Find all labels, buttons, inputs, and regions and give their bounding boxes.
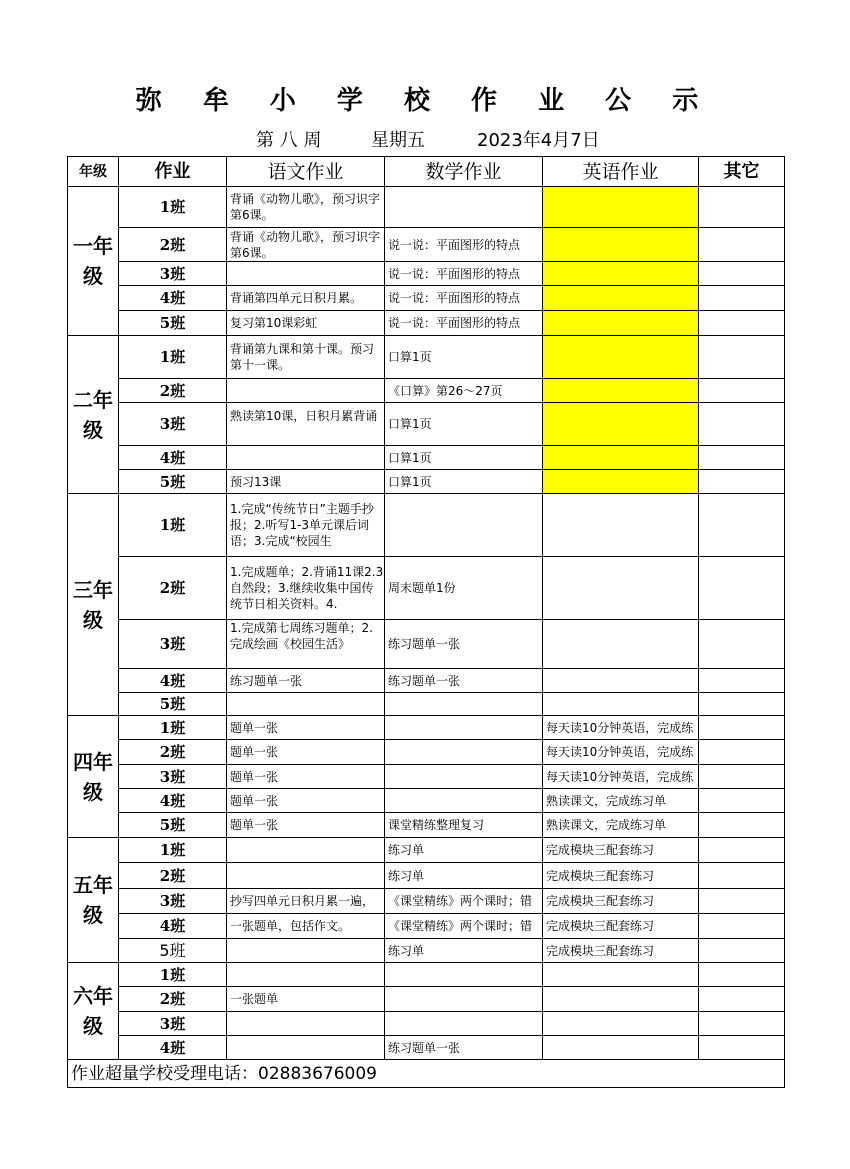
- english-cell: [543, 262, 699, 286]
- other-cell: [699, 286, 785, 311]
- other-cell: [699, 228, 785, 262]
- chinese-text: 1.完成题单；2.背诵11课2.3自然段；3.继续收集中国传统节日相关资料。4.: [230, 565, 384, 611]
- class-cell: 5班: [119, 693, 227, 716]
- class-cell: 1班: [119, 187, 227, 228]
- chinese-cell: 练习题单一张: [227, 669, 385, 693]
- english-cell: [543, 716, 699, 740]
- other-cell: [699, 914, 785, 939]
- grade-cell: 四年级: [68, 716, 119, 838]
- class-cell: 3班: [119, 620, 227, 669]
- footer-row: [68, 1060, 785, 1088]
- table-row: [68, 987, 785, 1012]
- english-cell: [543, 336, 699, 379]
- math-cell: 练习单: [385, 863, 543, 889]
- other-cell: [699, 557, 785, 620]
- other-cell: [699, 765, 785, 789]
- class-cell: 3班: [119, 765, 227, 789]
- other-cell: [699, 336, 785, 379]
- table-row: [68, 403, 785, 446]
- chinese-cell: [227, 446, 385, 470]
- class-cell: 5班: [119, 939, 227, 963]
- table-row: [68, 286, 785, 311]
- class-cell: 2班: [119, 557, 227, 620]
- subtitle: [0, 126, 850, 150]
- class-cell: 4班: [119, 669, 227, 693]
- class-cell: 1班: [119, 963, 227, 987]
- other-cell: [699, 669, 785, 693]
- english-cell: [543, 963, 699, 987]
- other-cell: [699, 963, 785, 987]
- english-cell: [543, 1012, 699, 1036]
- chinese-text: 熟读第10课，日积月累背诵: [230, 409, 378, 423]
- chinese-cell: [227, 963, 385, 987]
- table-row: [68, 446, 785, 470]
- english-cell: [543, 494, 699, 557]
- chinese-cell: 题单一张: [227, 740, 385, 765]
- other-cell: [699, 262, 785, 286]
- header-homework: 作业: [119, 157, 227, 187]
- english-cell: [543, 403, 699, 446]
- math-cell: 《口算》第26～27页: [385, 379, 543, 403]
- other-cell: [699, 939, 785, 963]
- math-cell: [385, 914, 543, 939]
- math-cell: 练习单: [385, 939, 543, 963]
- table-row: [68, 1012, 785, 1036]
- chinese-cell: [227, 403, 385, 446]
- table-row: [68, 914, 785, 939]
- class-cell: 1班: [119, 494, 227, 557]
- math-text: 《课堂精练》两个课时；错: [388, 919, 533, 933]
- chinese-cell: [227, 379, 385, 403]
- other-cell: [699, 311, 785, 336]
- class-cell: 5班: [119, 813, 227, 838]
- table-row: [68, 336, 785, 379]
- other-cell: [699, 716, 785, 740]
- header-chinese: 语文作业: [227, 157, 385, 187]
- other-cell: [699, 740, 785, 765]
- table-row: [68, 187, 785, 228]
- other-cell: [699, 446, 785, 470]
- class-cell: 4班: [119, 286, 227, 311]
- class-cell: 2班: [119, 379, 227, 403]
- date-label: 2023年4月7日: [477, 130, 600, 151]
- header-other: 其它: [699, 157, 785, 187]
- math-cell: 周末题单1份: [385, 557, 543, 620]
- english-text: 每天读10分钟英语，完成练: [546, 769, 694, 784]
- math-text: 《课堂精练》两个课时；错: [388, 894, 533, 908]
- class-cell: 4班: [119, 789, 227, 813]
- chinese-text: 抄写四单元日积月累一遍，: [230, 894, 375, 908]
- table-row: [68, 740, 785, 765]
- english-cell: [543, 286, 699, 311]
- table-row: [68, 693, 785, 716]
- table-row: [68, 716, 785, 740]
- english-cell: [543, 620, 699, 669]
- table-row: [68, 557, 785, 620]
- english-cell: 熟读课文，完成练习单: [543, 789, 699, 813]
- chinese-cell: [227, 187, 385, 228]
- table-row: [68, 963, 785, 987]
- english-text: 每天读10分钟英语，完成练: [546, 720, 694, 735]
- other-cell: [699, 813, 785, 838]
- table-row: [68, 620, 785, 669]
- other-cell: [699, 403, 785, 446]
- chinese-cell: 预习13课: [227, 470, 385, 494]
- math-cell: 口算1页: [385, 403, 543, 446]
- english-cell: 完成模块三配套练习: [543, 889, 699, 914]
- other-cell: [699, 863, 785, 889]
- class-cell: 3班: [119, 262, 227, 286]
- chinese-cell: [227, 228, 385, 262]
- math-cell: [385, 740, 543, 765]
- math-cell: [385, 789, 543, 813]
- table-row: [68, 262, 785, 286]
- math-cell: [385, 987, 543, 1012]
- math-cell: 说一说：平面图形的特点: [385, 311, 543, 336]
- chinese-cell: [227, 693, 385, 716]
- chinese-cell: 题单一张: [227, 765, 385, 789]
- other-cell: [699, 187, 785, 228]
- other-cell: [699, 889, 785, 914]
- english-cell: [543, 311, 699, 336]
- english-cell: [543, 379, 699, 403]
- header-grade: 年级: [68, 157, 119, 187]
- english-text: 每天读10分钟英语，完成练: [546, 745, 694, 759]
- english-cell: 完成模块三配套练习: [543, 863, 699, 889]
- math-cell: [385, 187, 543, 228]
- other-cell: [699, 379, 785, 403]
- class-cell: 1班: [119, 716, 227, 740]
- other-cell: [699, 789, 785, 813]
- chinese-cell: [227, 914, 385, 939]
- english-cell: [543, 987, 699, 1012]
- english-cell: 完成模块三配套练习: [543, 838, 699, 863]
- math-cell: [385, 963, 543, 987]
- other-cell: [699, 987, 785, 1012]
- table-row: [68, 470, 785, 494]
- english-cell: 完成模块三配套练习: [543, 914, 699, 939]
- math-cell: 口算1页: [385, 470, 543, 494]
- chinese-text: 1.完成“传统节日”主题手抄报；2.听写1-3单元课后词语；3.完成“校园生: [230, 502, 374, 548]
- class-cell: 2班: [119, 987, 227, 1012]
- table-row: [68, 863, 785, 889]
- english-cell: [543, 557, 699, 620]
- footer-hotline: 作业超量学校受理电话：02883676009: [68, 1060, 785, 1088]
- class-cell: 2班: [119, 228, 227, 262]
- class-cell: 5班: [119, 311, 227, 336]
- english-cell: [543, 470, 699, 494]
- english-cell: [543, 1036, 699, 1060]
- english-cell: [543, 228, 699, 262]
- chinese-cell: [227, 863, 385, 889]
- header-math: 数学作业: [385, 157, 543, 187]
- table-row: [68, 494, 785, 557]
- math-cell: 说一说：平面图形的特点: [385, 262, 543, 286]
- chinese-cell: [227, 494, 385, 557]
- math-cell: 说一说：平面图形的特点: [385, 228, 543, 262]
- chinese-cell: [227, 1012, 385, 1036]
- other-cell: [699, 494, 785, 557]
- class-cell: 1班: [119, 336, 227, 379]
- chinese-text: 一张题单，包括作文。: [230, 919, 351, 933]
- chinese-text: 背诵《动物儿歌》，预习识字第6课。: [230, 192, 381, 222]
- other-cell: [699, 470, 785, 494]
- chinese-text: 背诵第九课和第十课。预习第十一课。: [230, 342, 375, 372]
- other-cell: [699, 1012, 785, 1036]
- english-cell: [543, 740, 699, 765]
- math-cell: 课堂精练整理复习: [385, 813, 543, 838]
- table-row: [68, 311, 785, 336]
- grade-cell: 三年级: [68, 494, 119, 716]
- math-cell: 口算1页: [385, 446, 543, 470]
- chinese-cell: 一张题单: [227, 987, 385, 1012]
- chinese-cell: [227, 1036, 385, 1060]
- chinese-cell: [227, 939, 385, 963]
- chinese-cell: 题单一张: [227, 789, 385, 813]
- homework-table: [67, 156, 785, 1088]
- other-cell: [699, 838, 785, 863]
- header-row: [68, 157, 785, 187]
- chinese-cell: 题单一张: [227, 813, 385, 838]
- table-row: [68, 765, 785, 789]
- math-cell: [385, 765, 543, 789]
- english-cell: [543, 765, 699, 789]
- english-cell: [543, 446, 699, 470]
- table-row: [68, 889, 785, 914]
- class-cell: 3班: [119, 403, 227, 446]
- table-row: [68, 379, 785, 403]
- math-cell: [385, 1012, 543, 1036]
- class-cell: 4班: [119, 1036, 227, 1060]
- table-row: [68, 939, 785, 963]
- table-row: [68, 228, 785, 262]
- grade-cell: 五年级: [68, 838, 119, 963]
- math-cell: [385, 494, 543, 557]
- chinese-cell: [227, 889, 385, 914]
- page-title: 弥 牟 小 学 校 作 业 公 示: [135, 86, 715, 116]
- table-row: [68, 1036, 785, 1060]
- chinese-text: 背诵《动物儿歌》，预习识字第6课。: [230, 229, 381, 260]
- english-cell: [543, 187, 699, 228]
- class-cell: 2班: [119, 863, 227, 889]
- chinese-text: 1.完成第七周练习题单；2.完成绘画《校园生活》: [230, 621, 373, 651]
- chinese-cell: 复习第10课彩虹: [227, 311, 385, 336]
- math-cell: 练习题单一张: [385, 1036, 543, 1060]
- chinese-cell: 题单一张: [227, 716, 385, 740]
- math-cell: [385, 693, 543, 716]
- english-cell: [543, 669, 699, 693]
- grade-cell: 二年级: [68, 336, 119, 494]
- math-cell: 练习题单一张: [385, 669, 543, 693]
- table-row: [68, 669, 785, 693]
- header-english: 英语作业: [543, 157, 699, 187]
- chinese-cell: 背诵第四单元日积月累。: [227, 286, 385, 311]
- chinese-cell: [227, 336, 385, 379]
- other-cell: [699, 1036, 785, 1060]
- math-cell: [385, 889, 543, 914]
- other-cell: [699, 693, 785, 716]
- week-label: 第 八 周: [256, 130, 322, 151]
- table-row: [68, 789, 785, 813]
- class-cell: 4班: [119, 914, 227, 939]
- class-cell: 4班: [119, 446, 227, 470]
- class-cell: 2班: [119, 740, 227, 765]
- chinese-cell: [227, 262, 385, 286]
- math-cell: [385, 716, 543, 740]
- english-cell: 完成模块三配套练习: [543, 939, 699, 963]
- other-cell: [699, 620, 785, 669]
- english-cell: 熟读课文，完成练习单: [543, 813, 699, 838]
- class-cell: 3班: [119, 889, 227, 914]
- class-cell: 1班: [119, 838, 227, 863]
- day-label: 星期五: [371, 130, 425, 151]
- table-row: [68, 838, 785, 863]
- chinese-cell: [227, 620, 385, 669]
- grade-cell: 一年级: [68, 187, 119, 336]
- table-row: [68, 813, 785, 838]
- class-cell: 3班: [119, 1012, 227, 1036]
- grade-cell: 六年级: [68, 963, 119, 1060]
- chinese-cell: [227, 557, 385, 620]
- english-cell: [543, 693, 699, 716]
- math-cell: 练习单: [385, 838, 543, 863]
- chinese-cell: [227, 838, 385, 863]
- math-cell: 练习题单一张: [385, 620, 543, 669]
- math-cell: 说一说：平面图形的特点: [385, 286, 543, 311]
- class-cell: 5班: [119, 470, 227, 494]
- math-cell: 口算1页: [385, 336, 543, 379]
